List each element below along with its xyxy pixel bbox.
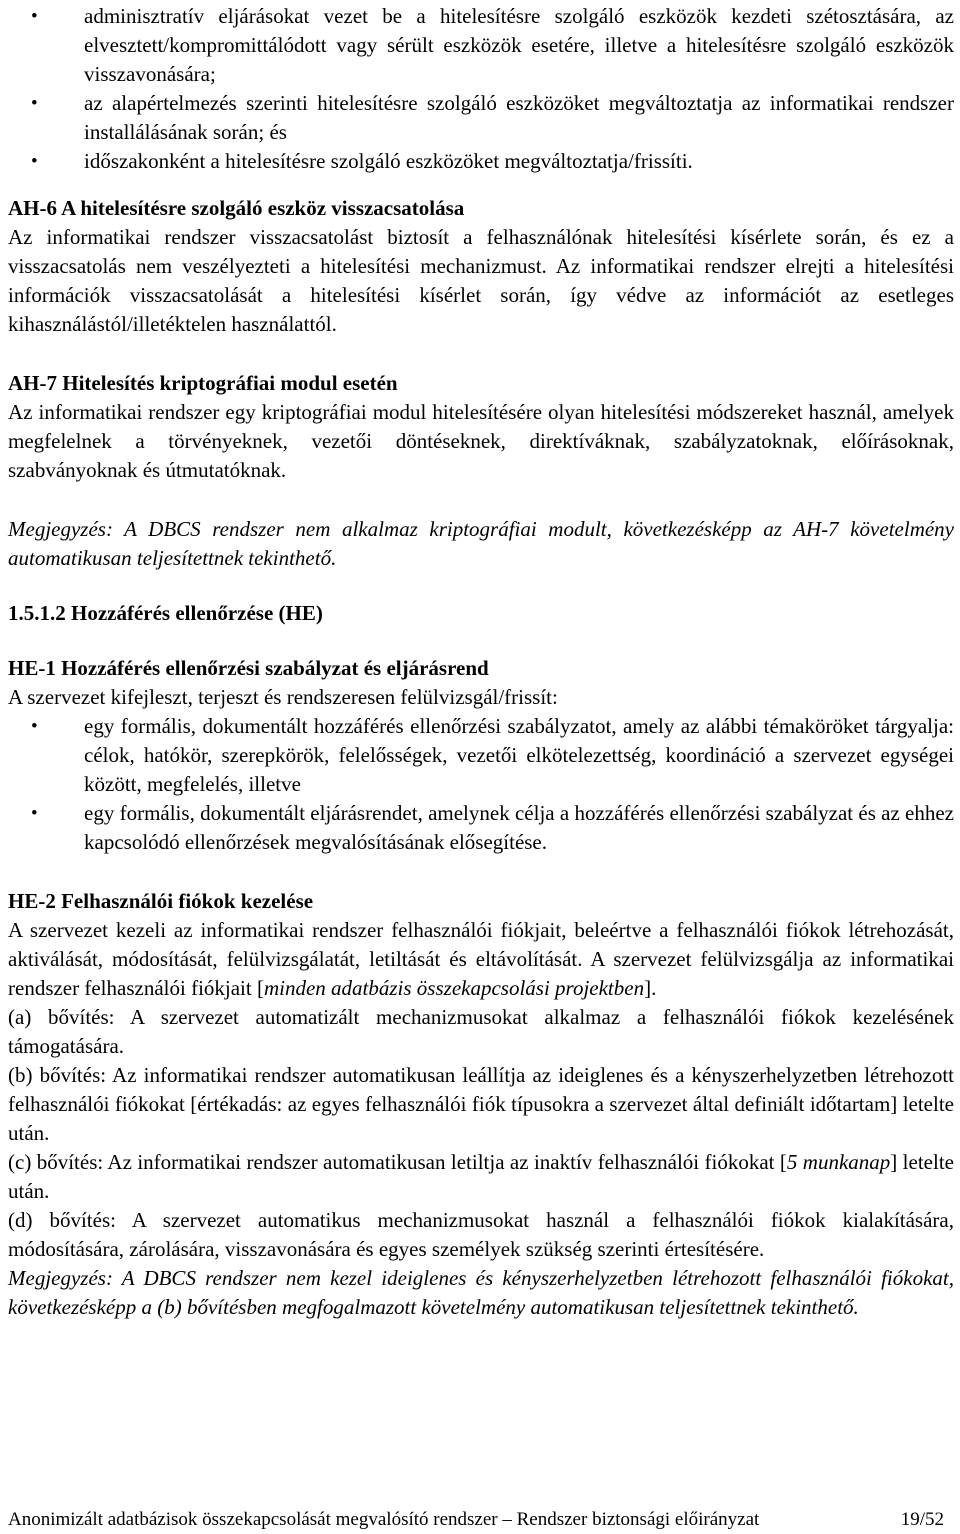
he2-item-b: (b) bővítés: Az informatikai rendszer automatikusan leállítja az ideiglenes és a kényszerhelyzetben létrehozott felhasználói fiókokat [értékadás: az egyes felhasználói fiók típusokra a szervezet által definiált időtartam] letelte után. bbox=[8, 1063, 954, 1145]
he2-body-end: ]. bbox=[644, 976, 657, 1000]
list-item bbox=[8, 2, 954, 89]
he1-intro: A szervezet kifejleszt, terjeszt és rendszeresen felülvizsgál/frissít: bbox=[8, 685, 558, 709]
he2-item-c-text: (c) bővítés: Az informatikai rendszer automatikusan letiltja az inaktív felhasználói fiókokat [ bbox=[8, 1150, 787, 1174]
bullet-icon: • bbox=[31, 93, 38, 114]
ah7-note: Megjegyzés: A DBCS rendszer nem alkalmaz kriptográfiai modult, következésképp az AH-7 követelmény automatikusan teljesítettnek tekinthető. bbox=[8, 517, 954, 570]
bullet-icon: • bbox=[31, 716, 38, 737]
intro-bullet-list bbox=[8, 2, 954, 176]
list-item-text: adminisztratív eljárásokat vezet be a hitelesítésre szolgáló eszközök kezdeti szétosztására, az elvesztett/kompromittálódott vagy sérült eszközök esetére, illetve a hitelesítésre szolgáló eszközök visszavonására; bbox=[84, 4, 954, 86]
list-item-text: egy formális, dokumentált hozzáférés ellenőrzési szabályzatot, amely az alábbi témaköröket tárgyalja: célok, hatókör, szerepkörök, felelősségek, vezetői elkötelezettség, koordináció a szervezet egységei között, megfelelés, illetve bbox=[84, 714, 954, 796]
list-item-text: az alapértelmezés szerinti hitelesítésre szolgáló eszközöket megváltoztatja az informatikai rendszer installálásának során; és bbox=[84, 91, 954, 144]
bullet-icon: • bbox=[31, 6, 38, 27]
bullet-icon: • bbox=[31, 803, 38, 824]
he2-item-c-italic: 5 munkanap bbox=[786, 1150, 891, 1174]
he2-body-italic: minden adatbázis összekapcsolási projektben bbox=[263, 976, 645, 1000]
he2-note: Megjegyzés: A DBCS rendszer nem kezel ideiglenes és kényszerhelyzetben létrehozott felhasználói fiókokat, következésképp a (b) bővítésben megfogalmazott követelmény automatikusan teljesítettnek tekinthető. bbox=[8, 1266, 954, 1319]
bullet-icon: • bbox=[31, 151, 38, 172]
he2-item-a: (a) bővítés: A szervezet automatizált mechanizmusokat alkalmaz a felhasználói fiókok kezelésének támogatására. bbox=[8, 1005, 954, 1058]
he2-body bbox=[8, 916, 954, 1003]
he1-bullet-list bbox=[8, 712, 954, 857]
he2-body-text: A szervezet kezeli az informatikai rendszer felhasználói fiókjait, beleértve a felhasználói fiókok létrehozását, aktiválását, módosítását, felülvizsgálatát, letiltását és eltávolítását. A szervezet felülvizsgálja az informatikai rendszer felhasználói fiókjait [ bbox=[8, 918, 954, 1000]
list-item-text: egy formális, dokumentált eljárásrendet, amelynek célja a hozzáférés ellenőrzési szabályzat és az ehhez kapcsolódó ellenőrzések megvalósításának elősegítése. bbox=[84, 801, 954, 854]
he2-item-c bbox=[8, 1148, 954, 1206]
footer-title: Anonimizált adatbázisok összekapcsolását megvalósító rendszer – Rendszer biztonsági előirányzat bbox=[8, 1509, 760, 1530]
he2-heading: HE-2 Felhasználói fiókok kezelése bbox=[8, 889, 314, 913]
page-number: 19/52 bbox=[900, 1509, 944, 1530]
list-item-text: időszakonként a hitelesítésre szolgáló eszközöket megváltoztatja/frissíti. bbox=[84, 149, 693, 173]
list-item bbox=[8, 712, 954, 799]
he2-item-d: (d) bővítés: A szervezet automatikus mechanizmusokat használ a felhasználói fiókok kialakítására, módosítására, zárolására, visszavonására és egyes személyek szükség szerinti értesítésére. bbox=[8, 1208, 954, 1261]
ah6-body: Az informatikai rendszer visszacsatolást biztosít a felhasználónak hitelesítési kísérlete során, és ez a visszacsatolás nem veszélyezteti a hitelesítési mechanizmust. Az informatikai rendszer elrejti a hitelesítési információk visszacsatolását a hitelesítési kísérlet során, így védve az információt az esetleges kihasználástól/illetéktelen használattól. bbox=[8, 225, 954, 336]
ah7-heading: AH-7 Hitelesítés kriptográfiai modul esetén bbox=[8, 371, 398, 395]
ah6-heading: AH-6 A hitelesítésre szolgáló eszköz visszacsatolása bbox=[8, 196, 465, 220]
list-item bbox=[8, 147, 954, 176]
document-page bbox=[8, 2, 954, 1322]
he1-heading: HE-1 Hozzáférés ellenőrzési szabályzat és eljárásrend bbox=[8, 656, 489, 680]
section-heading: 1.5.1.2 Hozzáférés ellenőrzése (HE) bbox=[8, 601, 323, 625]
ah7-body: Az informatikai rendszer egy kriptográfiai modul hitelesítésére olyan hitelesítési módszereket használ, amelyek megfelelnek a törvényeknek, vezetői döntéseknek, direktíváknak, szabályzatoknak, előírásoknak, szabványoknak és útmutatóknak. bbox=[8, 400, 954, 482]
list-item bbox=[8, 799, 954, 857]
list-item bbox=[8, 89, 954, 147]
he2-item-c-end: ] letelte után. bbox=[8, 1150, 954, 1203]
